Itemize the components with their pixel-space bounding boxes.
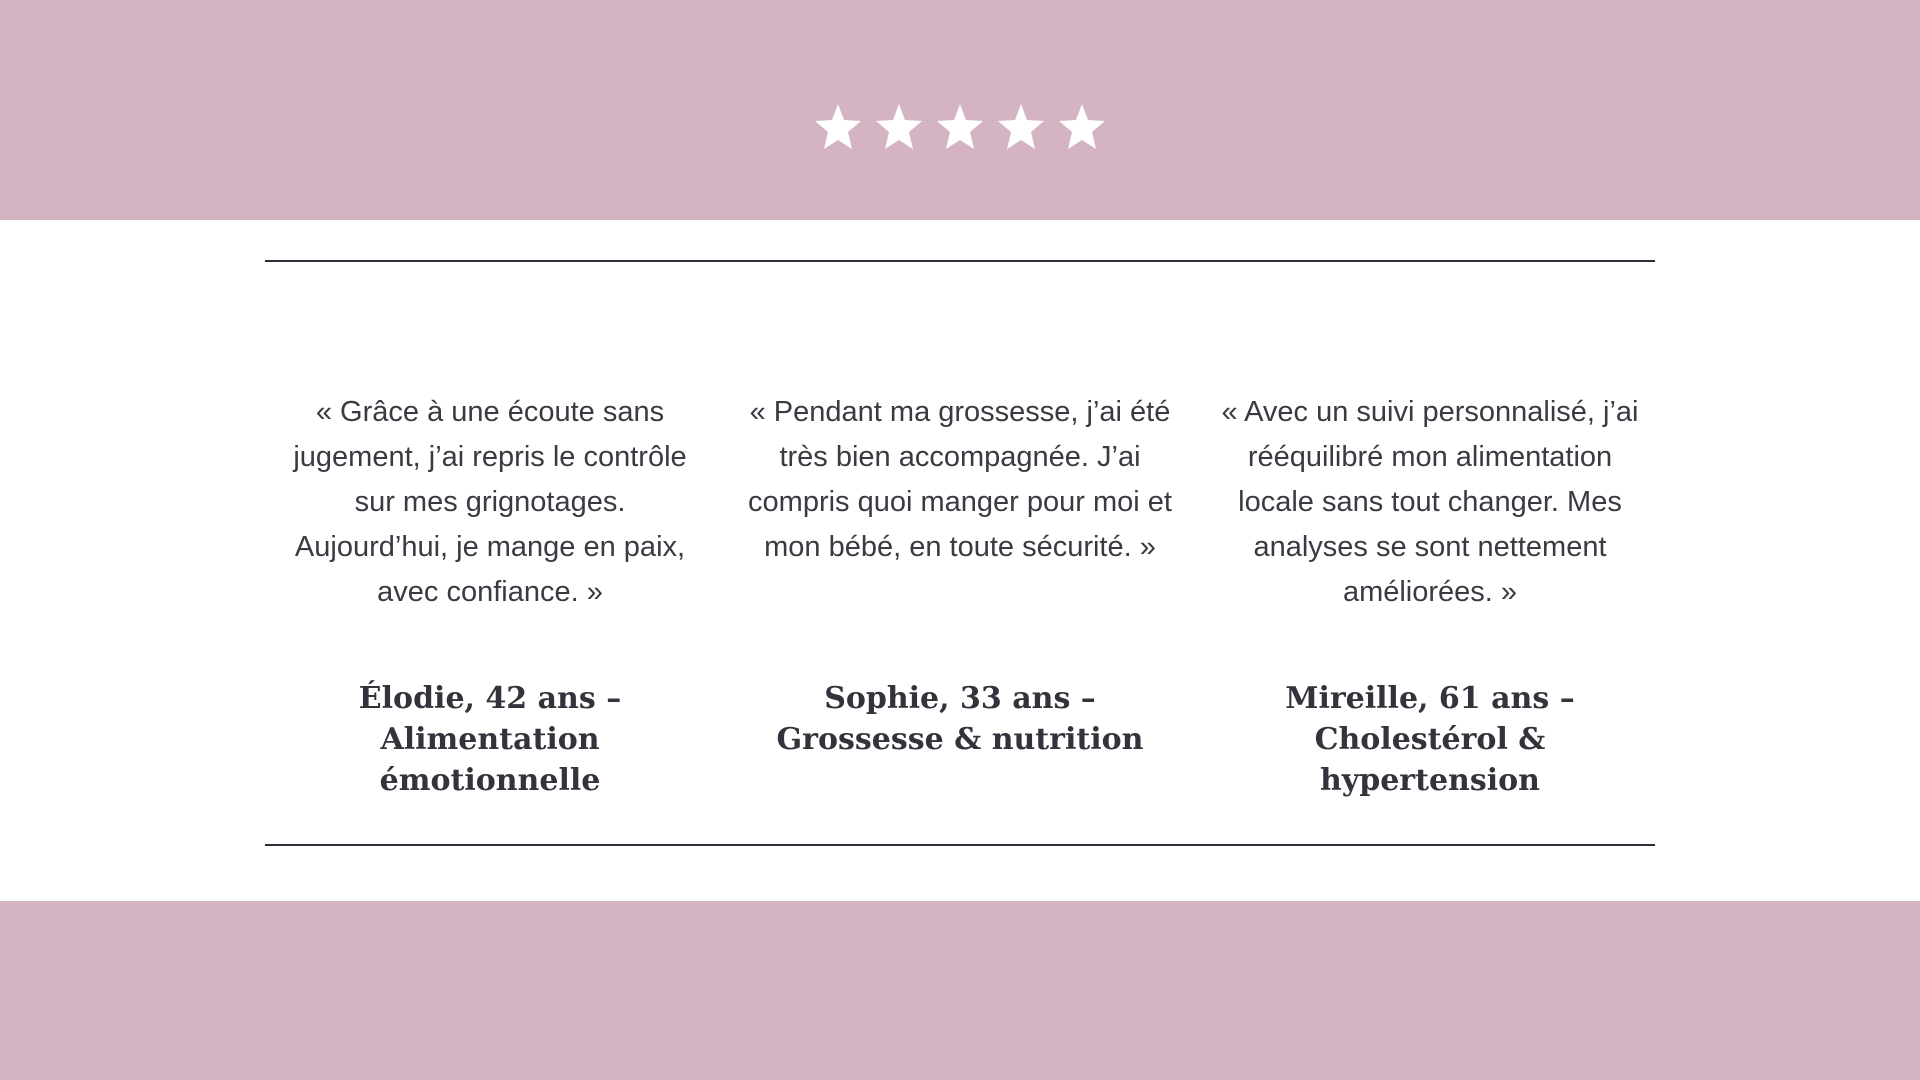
- testimonial-author: Élodie, 42 ans – Alimentation émotionnelle: [358, 681, 622, 798]
- star-rating: [0, 102, 1920, 160]
- top-divider: [265, 260, 1655, 262]
- testimonial-card: [1205, 390, 1655, 801]
- testimonial-author: Sophie, 33 ans – Grossesse & nutrition: [776, 681, 1144, 757]
- bottom-divider: [265, 844, 1655, 846]
- testimonials-grid: [265, 390, 1655, 801]
- testimonial-card: [265, 390, 715, 801]
- star-icon: [936, 102, 984, 152]
- top-banner: [0, 0, 1920, 220]
- testimonial-card: [735, 390, 1185, 801]
- star-icon: [997, 102, 1045, 152]
- bottom-banner: [0, 901, 1920, 1080]
- testimonial-quote: « Pendant ma grossesse, j’ai été très bien accompagnée. J’ai compris quoi manger pour moi et mon bébé, en toute sécurité. »: [748, 396, 1172, 563]
- star-icon: [875, 102, 923, 152]
- testimonial-quote: « Avec un suivi personnalisé, j’ai rééquilibré mon alimentation locale sans tout changer. Mes analyses se sont nettement améliorées. »: [1221, 396, 1639, 608]
- star-icon: [1058, 102, 1106, 152]
- testimonial-author: Mireille, 61 ans – Cholestérol & hypertension: [1285, 681, 1575, 798]
- testimonial-quote: « Grâce à une écoute sans jugement, j’ai repris le contrôle sur mes grignotages. Aujourd’hui, je mange en paix, avec confiance. »: [293, 396, 687, 608]
- star-icon: [814, 102, 862, 152]
